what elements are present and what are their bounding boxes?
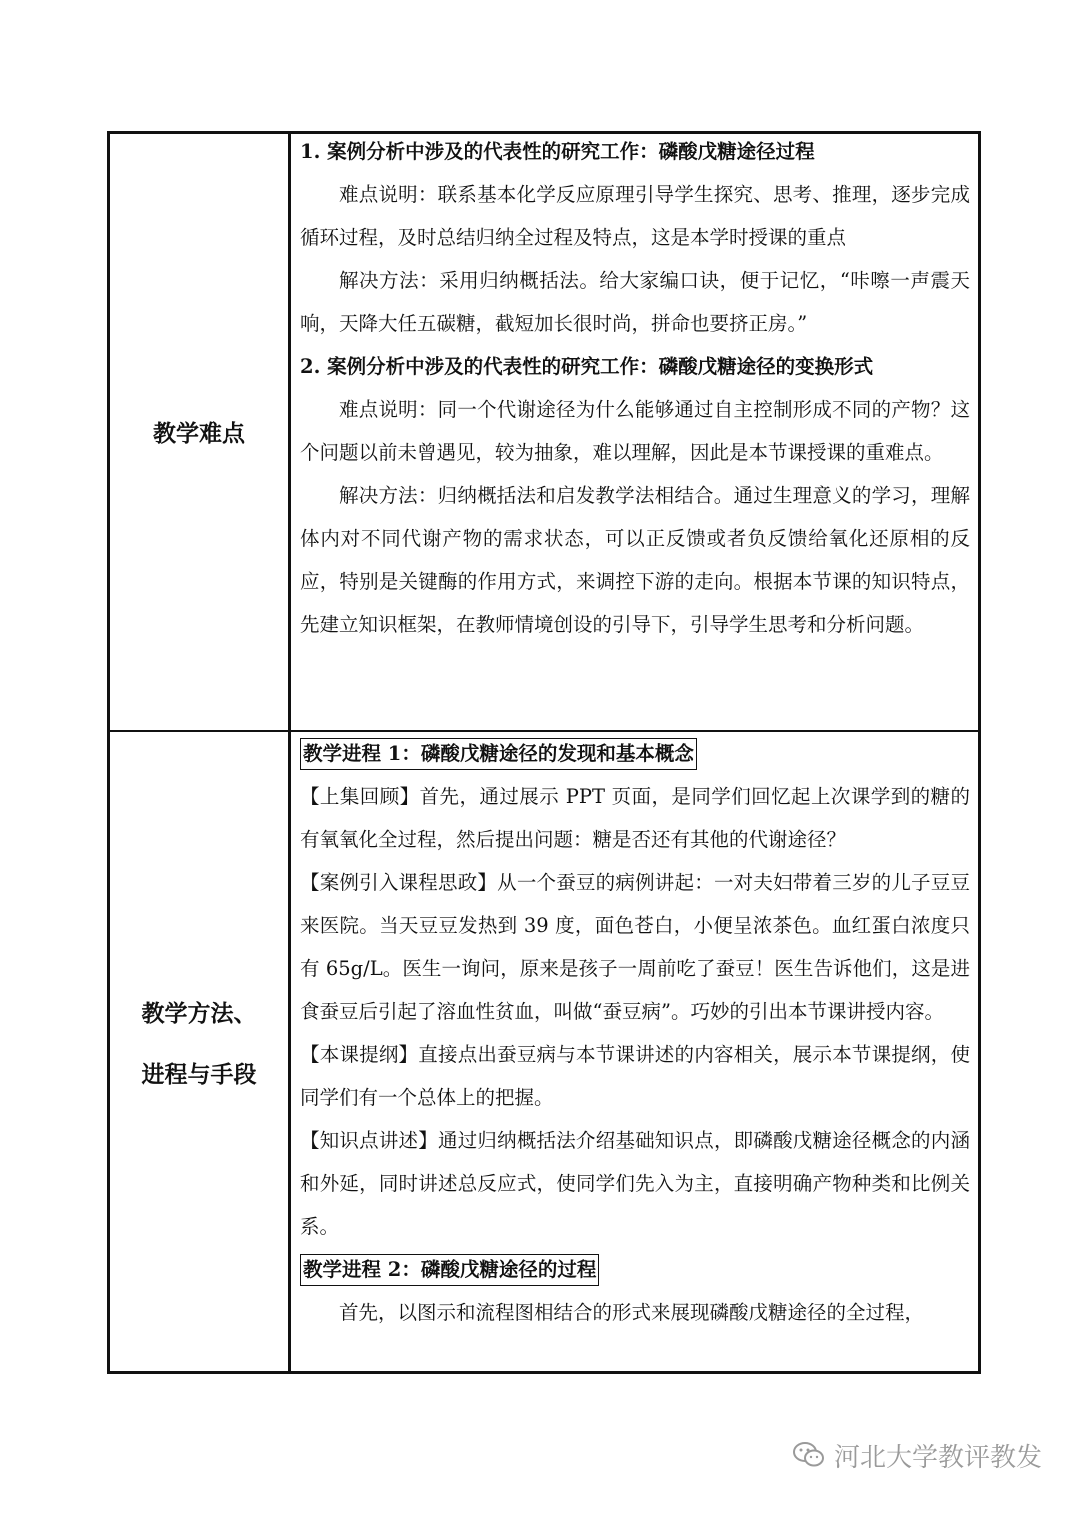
difficulty-explanation-2: 难点说明：同一个代谢途径为什么能够通过自主控制形成不同的产物？这个问题以前未曾遇见，较为抽象，难以理解，因此是本节课授课的重难点。 bbox=[300, 398, 970, 464]
column-divider bbox=[288, 134, 291, 1371]
watermark bbox=[792, 1432, 1042, 1478]
lesson-plan-table bbox=[107, 131, 981, 1374]
row2-label-line2: 进程与手段 bbox=[141, 1061, 257, 1088]
row1-label: 教学难点 bbox=[153, 420, 245, 447]
solution-method-2: 解决方法：归纳概括法和启发教学法相结合。通过生理意义的学习，理解体内对不同代谢产物的需求状态，可以正反馈或者负反馈给氧化还原相的反应，特别是关键酶的作用方式，来调控下游的走向。根据本节课的知识特点，先建立知识框架，在教师情境创设的引导下，引导学生思考和分析问题。 bbox=[300, 484, 970, 636]
para-outline: 【本课提纲】直接点出蚕豆病与本节课讲述的内容相关，展示本节课提纲，使同学们有一个总体上的把握。 bbox=[300, 1043, 970, 1109]
para-knowledge: 【知识点讲述】通过归纳概括法介绍基础知识点，即磷酸戊糖途径概念的内涵和外延，同时讲述总反应式，使同学们先入为主，直接明确产物种类和比例关系。 bbox=[300, 1129, 970, 1238]
row2-label-line1: 教学方法、 bbox=[141, 1000, 257, 1027]
row2-content bbox=[300, 732, 970, 1334]
para-case-intro: 【案例引入课程思政】从一个蚕豆的病例讲起：一对夫妇带着三岁的儿子豆豆来医院。当天豆豆发热到 39 度，面色苍白，小便呈浓茶色。血红蛋白浓度只有 65g/L。医生一询问，原来是孩子一周前吃了蚕豆！医生告诉他们，这是进食蚕豆后引起了溶血性贫血，叫做“蚕豆病”。巧妙的引出本节课讲授内容。 bbox=[300, 871, 970, 1023]
process-heading-2: 教学进程 2：磷酸戊糖途径的过程 bbox=[300, 1254, 599, 1286]
solution-method-1: 解决方法：采用归纳概括法。给大家编口诀，便于记忆，“咔嚓一声震天响，天降大任五碳糖，截短加长很时尚，拼命也要挤正房。” bbox=[300, 269, 970, 335]
row1-content bbox=[300, 130, 970, 646]
wechat-icon bbox=[792, 1440, 826, 1470]
para-process: 首先，以图示和流程图相结合的形式来展现磷酸戊糖途径的全过程， bbox=[339, 1301, 925, 1324]
watermark-text: 河北大学教评教发 bbox=[834, 1442, 1043, 1473]
difficulty-heading-1: 1. 案例分析中涉及的代表性的研究工作：磷酸戊糖途径过程 bbox=[300, 140, 815, 163]
difficulty-explanation-1: 难点说明：联系基本化学反应原理引导学生探究、思考、推理，逐步完成循环过程，及时总结归纳全过程及特点，这是本学时授课的重点 bbox=[300, 183, 970, 249]
para-review: 【上集回顾】首先，通过展示 PPT 页面，是同学们回忆起上次课学到的糖的有氧氧化全过程，然后提出问题：糖是否还有其他的代谢途径？ bbox=[300, 785, 970, 851]
difficulty-heading-2: 2. 案例分析中涉及的代表性的研究工作：磷酸戊糖途径的变换形式 bbox=[300, 355, 874, 378]
process-heading-1: 教学进程 1：磷酸戊糖途径的发现和基本概念 bbox=[300, 738, 697, 770]
row2-label bbox=[110, 992, 288, 1096]
